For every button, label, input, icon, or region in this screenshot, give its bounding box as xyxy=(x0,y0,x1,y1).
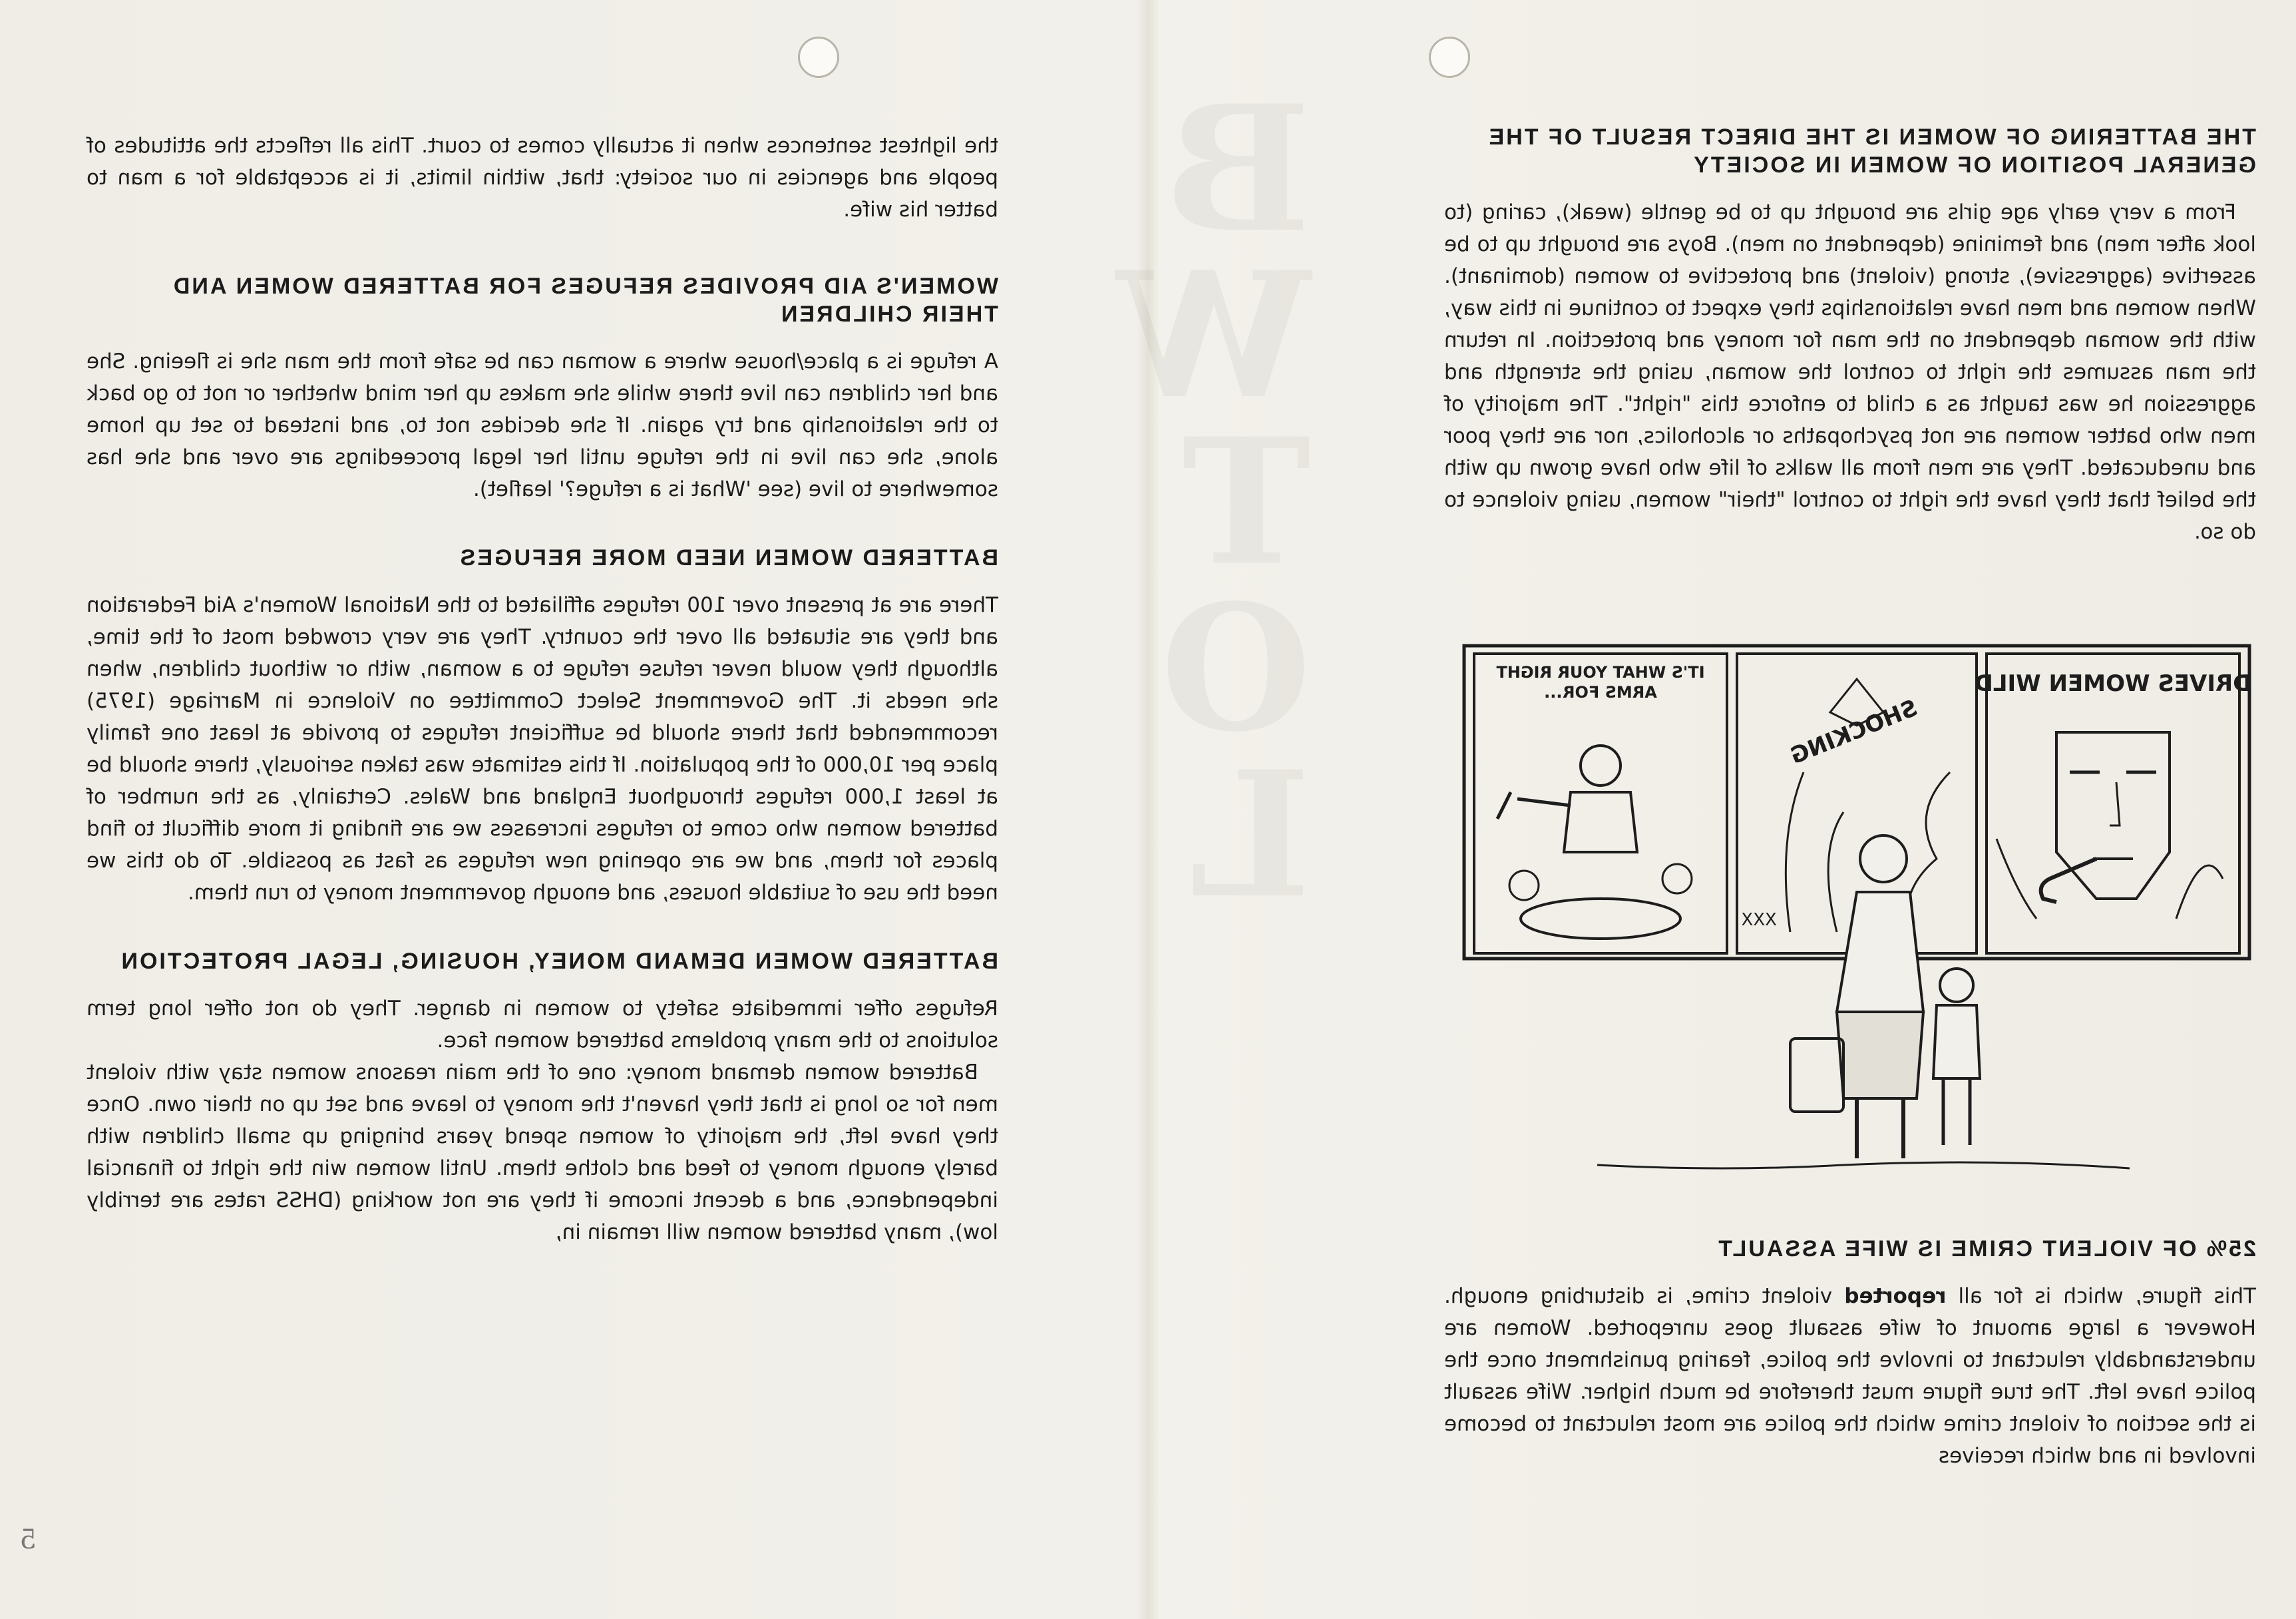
paragraph-demand-money: Battered women demand money: one of the main reasons women stay with violent men for so long is that they haven't the money to leave and set up on their own. Once they have left, the majority of women spend years bringing up small children with barely enough money to feed and clothe them. Until women win the right to financial independence, and a decent income if they are not working (DHSS rates are terribly low), many battered women will remain in, xyxy=(87,1060,998,1244)
show-through-watermark: B W T O L xyxy=(1103,68,1311,937)
heading-violent-crime-wife-assault: 25% OF VIOLENT CRIME IS WIFE ASSAULT xyxy=(1716,1236,2256,1262)
poster-text-shocking: SHOCKING xyxy=(1786,694,1922,770)
cartoon-posters-illustration xyxy=(1457,639,2256,1198)
text-reported: reported xyxy=(1844,1284,1947,1308)
heading-need-more-refuges: BATTERED WOMEN NEED MORE REFUGES xyxy=(458,545,998,571)
heading-demand-money-housing: BATTERED WOMEN DEMAND MONEY, HOUSING, LEGAL PROTECTION xyxy=(119,949,998,974)
left-page-lower xyxy=(1444,1235,2256,1472)
paragraph-refuge-numbers: There are at present over 100 refuges affiliated to the National Women's Aid Federation and they are situated all over the country. They are very crowded most of the time, although they would never refuse refuge to a woman, with or without children, when she needs it. The Government Select Committee on Violence in Marriage (1975) recommended that there should be sufficient refuges to provide at least one family place per 10,000 of the population. If this estimate was taken seriously, there should be at least 1,000 refuges throughout England and Wales. Certainly, as the number of battered women who come to refuges increases we are finding it more difficult to find places for them, and we are opening new refuges as fast as possible. To do this we need the use of suitable houses, and enough government money to run them. xyxy=(87,593,998,905)
paragraph-refuge-definition: A refuge is a place/house where a woman can be safe from the man she is fleeing. She and her children can live there while she makes up her mind whether or not to go back to the relationship and try again. If she decides not to, and instead to set up home alone, she can live in the refuge until her legal proceedings are over and she has somewhere to live (see 'What is a refuge?' leaflet). xyxy=(87,349,998,501)
heading-refuges-provide: WOMEN'S AID PROVIDES REFUGES FOR BATTERED WOMEN AND THEIR CHILDREN xyxy=(171,274,998,327)
poster-text-right-arms: IT'S WHAT YOUR RIGHT ARMS FOR... xyxy=(1496,663,1705,702)
paragraph-immediate-safety: Refuges offer immediate safety to women in danger. They do not offer long term solutions to the many problems battered women face. xyxy=(87,997,998,1052)
poster-drives-women-wild xyxy=(1975,654,2252,953)
poster-xxx-mark: XXX xyxy=(1741,910,1777,930)
paragraph-reported-crime xyxy=(1444,1280,2256,1472)
left-page xyxy=(1444,123,2256,586)
heading-battering-direct-result: THE BATTERING OF WOMEN IS THE DIRECT RESULT OF THE GENERAL POSITION OF WOMEN IN SOCIETY xyxy=(1487,124,2256,178)
page-mark: 5 xyxy=(19,1524,37,1555)
text-before: This figure, which is for all xyxy=(1946,1284,2256,1308)
paragraph-upbringing: From a very early age girls are brought up to be gentle (weak), caring (to look after men) and feminine (dependent on men). Boys are brought up to be assertive (aggressive), strong (violent) and protective to women (dominant). When women and men have relationships they expect to continue in this way, with the woman dependent on the man for money and protection. In return the man assumes the right to control the woman, using the strength and aggression he was taught as a child to enforce this "right". The majority of men who batter women are not psychopaths or alcoholics, nor are they poor and uneducated. They are men from all walks of life who have grown up with the belief that they have the right to control "their" women, using violence to do so. xyxy=(1444,200,2256,544)
poster-text-drives-women-wild: DRIVES WOMEN WILD xyxy=(1974,670,2252,697)
woman-with-children-figure xyxy=(1790,835,1980,1158)
ground-line xyxy=(1597,1162,2130,1168)
text-after: violent crime, is disturbing enough. However a large amount of wife assault goes unreported. Women are understandably reluctant to involve the police, fearing punishment once the police have left. The true figure must therefore be much higher. Wife assault is the section of violent crime which the police are most reluctant to become involved in and which receives xyxy=(1444,1284,2256,1468)
paragraph-lightest-sentences: the lightest sentences when it actually comes to court. This all reflects the attitudes of people and agencies in our society: that, within limits, it is acceptable for a man to batter his wife. xyxy=(87,134,998,222)
right-page xyxy=(87,130,998,1248)
poster-its-what-your-right-arms-for xyxy=(1474,654,1727,953)
